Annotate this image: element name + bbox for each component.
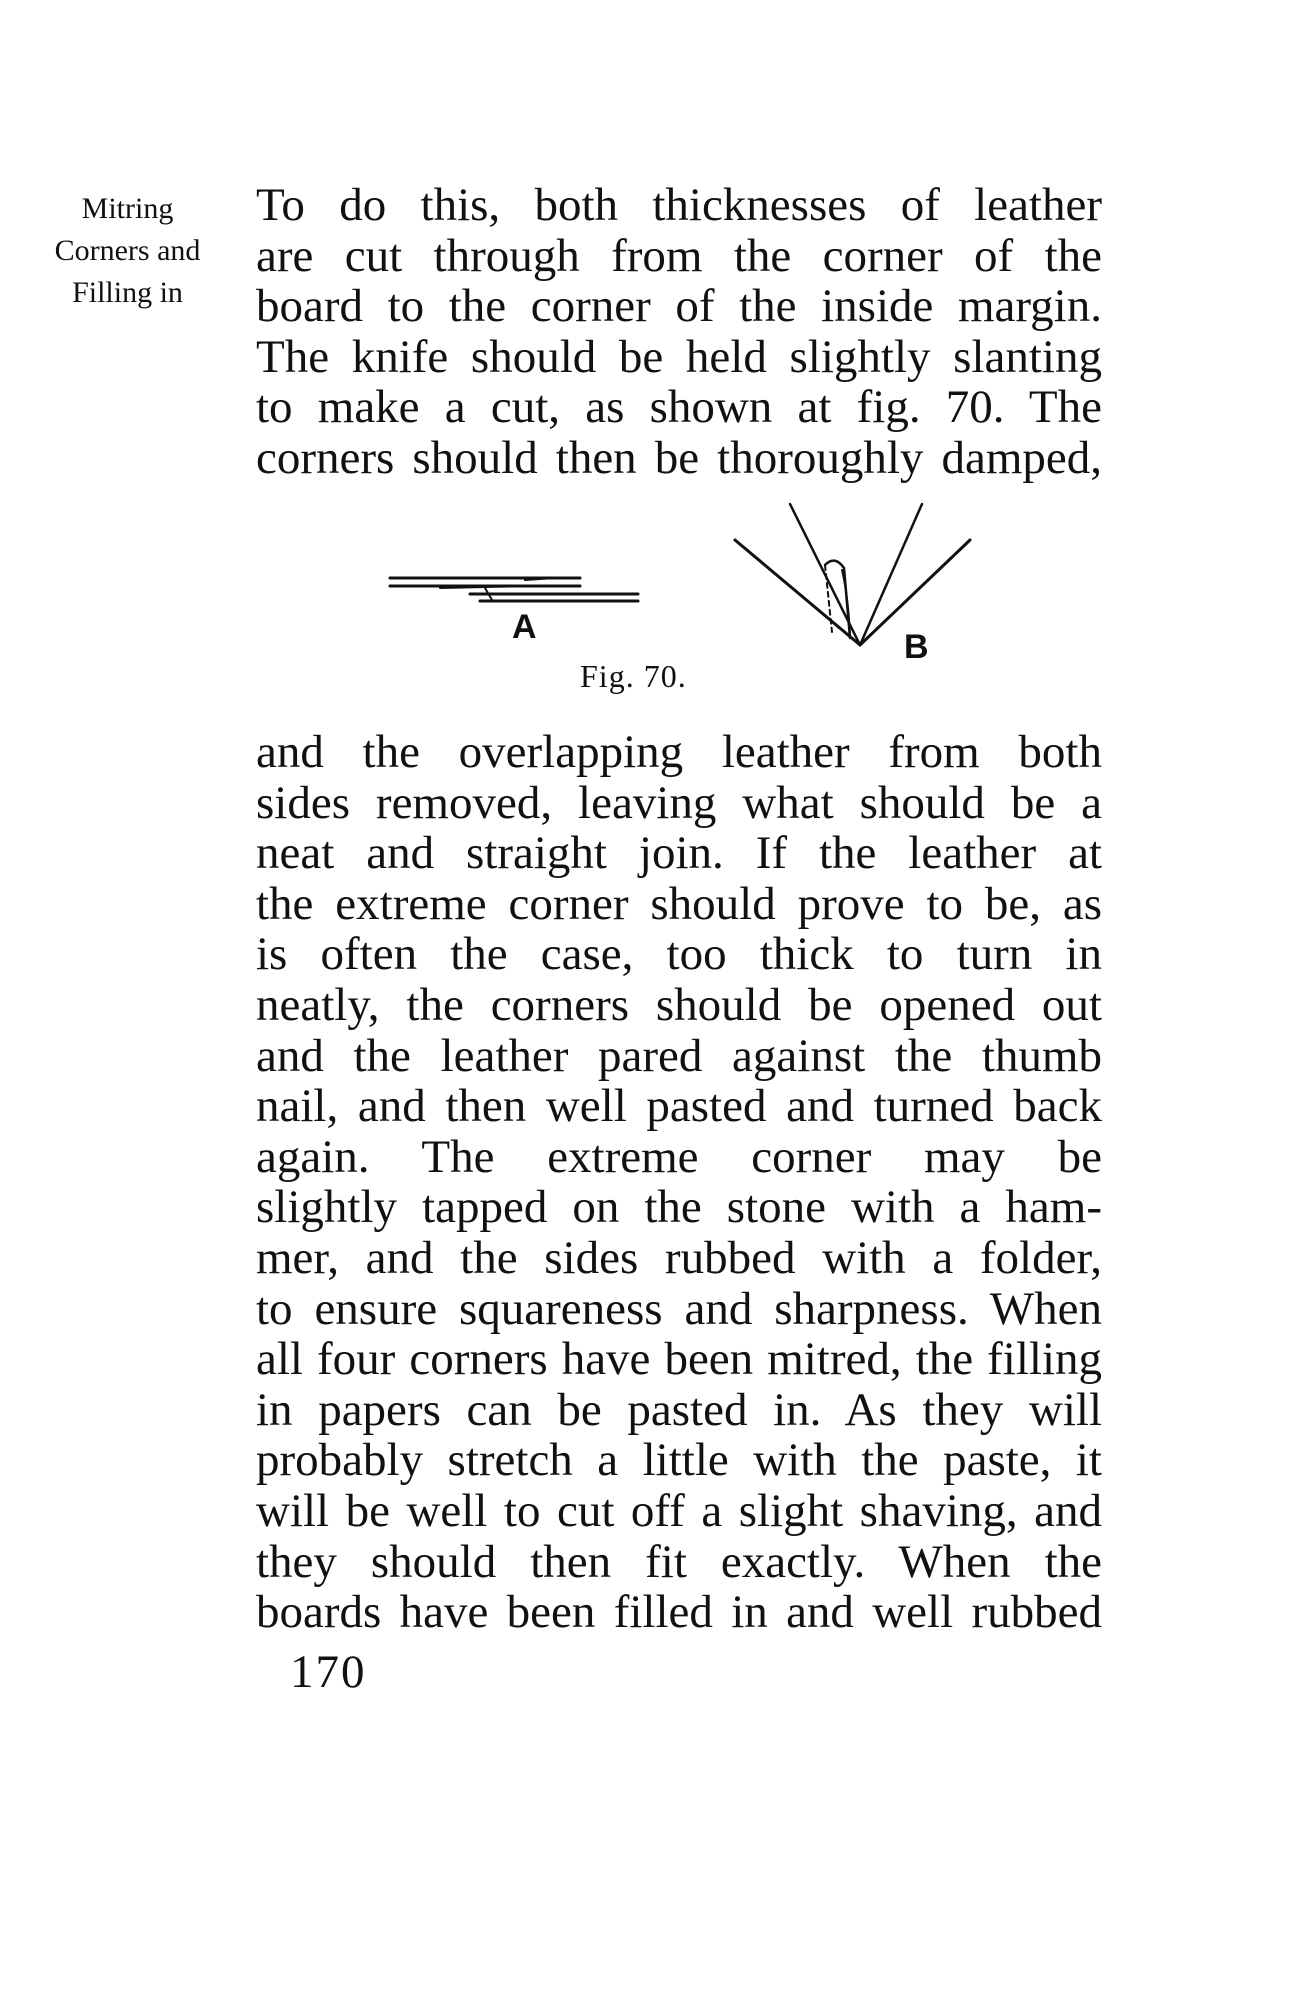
side-note bbox=[30, 188, 225, 314]
figure-70 bbox=[380, 500, 1000, 710]
text-line: mer, and the sides rubbed with a folder, bbox=[256, 1231, 1102, 1284]
text-line: in papers can be pasted in. As they will bbox=[256, 1383, 1102, 1436]
figure-caption: Fig. 70. bbox=[580, 658, 687, 694]
text-line: sides removed, leaving what should be a bbox=[256, 776, 1102, 829]
paragraph-bottom bbox=[256, 727, 1102, 1638]
text-line: To do this, both thicknesses of leather bbox=[256, 179, 1102, 231]
page-number: 170 bbox=[290, 1646, 367, 1698]
side-note-line: Mitring bbox=[81, 192, 174, 225]
figure-label-b: B bbox=[904, 628, 929, 666]
paragraph-top bbox=[256, 180, 1102, 484]
text-line: they should then fit exactly. When the bbox=[256, 1535, 1102, 1588]
text-line: to make a cut, as shown at fig. 70. The bbox=[256, 381, 1102, 434]
text-line: nail, and then well pasted and turned back bbox=[256, 1080, 1102, 1133]
text-line: probably stretch a little with the paste, it bbox=[256, 1434, 1102, 1487]
text-line: board to the corner of the inside margin. bbox=[256, 280, 1102, 333]
text-line: the extreme corner should prove to be, as bbox=[256, 877, 1102, 930]
side-note-line: Filling in bbox=[72, 276, 183, 309]
text-line: all four corners have been mitred, the filling bbox=[256, 1333, 1102, 1386]
figure-label-a: A bbox=[512, 608, 537, 646]
text-line: again. The extreme corner may be bbox=[256, 1130, 1102, 1183]
text-line: slightly tapped on the stone with a ham- bbox=[256, 1181, 1102, 1234]
text-line: corners should then be thoroughly damped, bbox=[256, 431, 1102, 484]
text-line: The knife should be held slightly slanting bbox=[256, 330, 1102, 383]
text-line: boards have been filled in and well rubbed bbox=[256, 1586, 1102, 1639]
text-line: is often the case, too thick to turn in bbox=[256, 928, 1102, 981]
text-line: and the overlapping leather from both bbox=[256, 726, 1102, 778]
corner-view bbox=[735, 504, 970, 645]
cut-side-view bbox=[390, 578, 638, 601]
side-note-line: Corners and bbox=[54, 234, 201, 267]
knife-cut-diagram bbox=[380, 500, 1000, 710]
text-line: and the leather pared against the thumb bbox=[256, 1029, 1102, 1082]
text-line: will be well to cut off a slight shaving, and bbox=[256, 1484, 1102, 1537]
text-line: neatly, the corners should be opened out bbox=[256, 978, 1102, 1031]
text-line: neat and straight join. If the leather at bbox=[256, 827, 1102, 880]
text-line: to ensure squareness and sharpness. When bbox=[256, 1282, 1102, 1335]
text-line: are cut through from the corner of the bbox=[256, 229, 1102, 282]
